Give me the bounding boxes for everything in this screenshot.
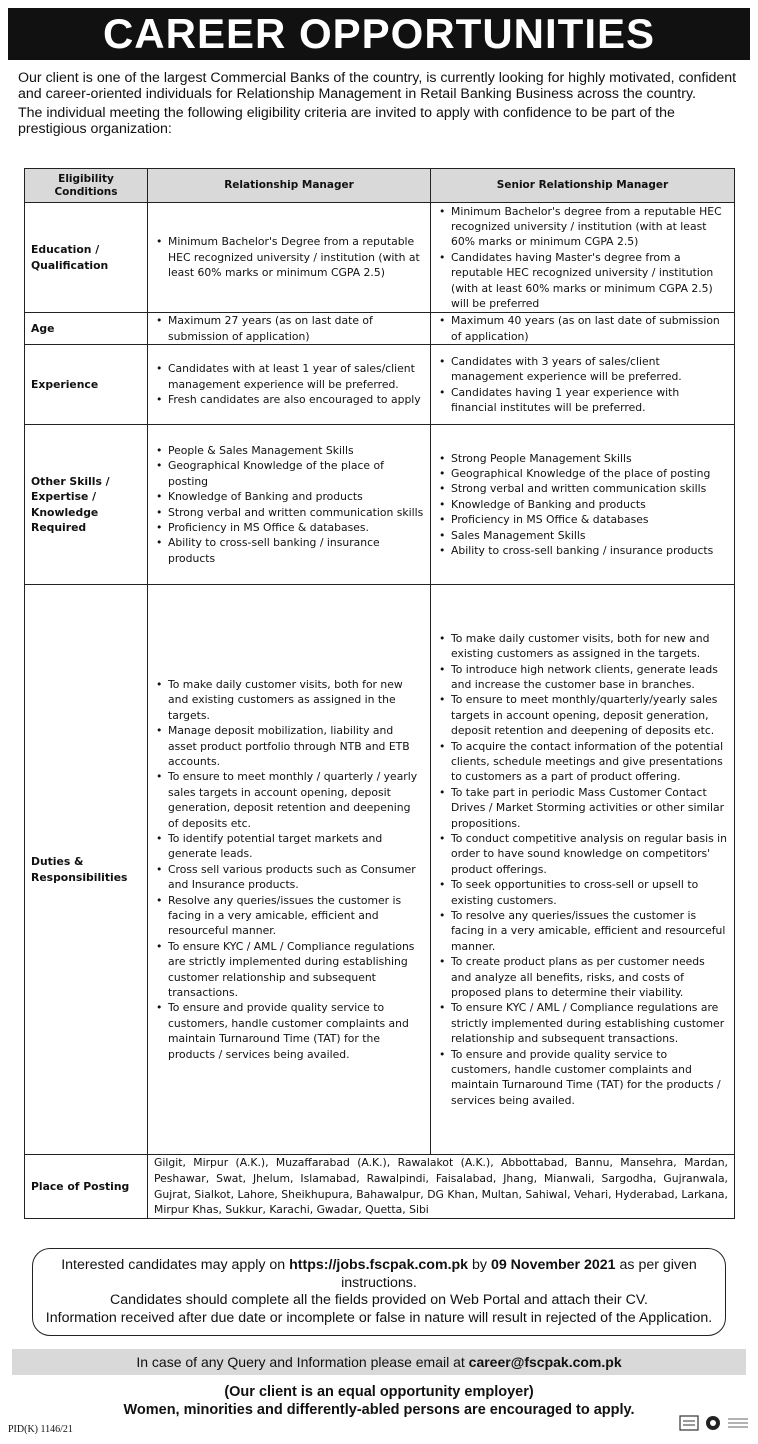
query-bar <box>12 1349 746 1375</box>
table-header-row <box>25 169 735 203</box>
seal-logo-icon <box>678 1413 700 1433</box>
list-item: • Sales Management Skills <box>451 528 728 543</box>
srm-age <box>431 313 735 345</box>
rm-age <box>148 313 431 345</box>
list-item: • To ensure and provide quality service to customers, handle customer complaints and maintain Turnaround Time (TAT) for the products / services being availed. <box>451 1047 728 1109</box>
list-item: • People & Sales Management Skills <box>168 443 424 458</box>
apply-line-3: Information received after due date or incomplete or false in nature will result in rejected of the Application. <box>45 1309 713 1326</box>
pid-logo-icon <box>704 1413 722 1433</box>
list-item: • To ensure and provide quality service to customers, handle customer complaints and maintain Turnaround Time (TAT) for the products / services being availed. <box>168 1000 424 1062</box>
list-item: • To seek opportunities to cross-sell or upsell to existing customers. <box>451 877 728 908</box>
header-relationship-manager: Relationship Manager <box>148 169 431 203</box>
list-item: • Candidates having Master's degree from a reputable HEC recognized university / institution (with at least 60% marks or minimum CGPA 2.5) will be preferred <box>451 250 728 312</box>
table-row <box>25 585 735 1155</box>
list-item: • Minimum Bachelor's Degree from a reputable HEC recognized university / institution (with at least 60% marks or minimum CGPA 2.5) <box>168 234 424 280</box>
page-title: CAREER OPPORTUNITIES <box>8 8 750 60</box>
table-row <box>25 345 735 425</box>
list-item: • Geographical Knowledge of the place of posting <box>451 466 728 481</box>
pid-number: PID(K) 1146/21 <box>8 1424 73 1435</box>
table-row <box>25 425 735 585</box>
apply-text: Interested candidates may apply on <box>61 1257 290 1273</box>
table-row <box>25 1155 735 1219</box>
footer-logos <box>678 1412 750 1434</box>
apply-text: by <box>468 1257 491 1273</box>
apply-line-2: Candidates should complete all the fields provided on Web Portal and attach their CV. <box>110 1292 648 1308</box>
list-item: • Maximum 27 years (as on last date of submission of application) <box>168 313 424 344</box>
eligibility-table <box>24 168 735 1219</box>
equal-opportunity-line: (Our client is an equal opportunity employer) <box>224 1384 534 1400</box>
srm-education <box>431 203 735 313</box>
list-item: • To ensure KYC / AML / Compliance regulations are strictly implemented during establishing customer relationship and subsequent transactions. <box>168 939 424 1001</box>
list-item: • Manage deposit mobilization, liability and asset product portfolio through NTB and ETB accounts. <box>168 723 424 769</box>
list-item: • To make daily customer visits, both for new and existing customers as assigned in the targets. <box>168 677 424 723</box>
condition-duties: Duties & Responsibilities <box>25 585 148 1155</box>
rm-duties <box>148 585 431 1155</box>
apply-line-1 <box>33 1257 725 1292</box>
list-item: • To conduct competitive analysis on regular basis in order to have sound knowledge on competitors' product offerings. <box>451 831 728 877</box>
apply-url-link[interactable]: https://jobs.fscpak.com.pk <box>289 1257 469 1273</box>
list-item: • Knowledge of Banking and products <box>168 489 424 504</box>
list-item: • Ability to cross-sell banking / insurance products <box>168 535 424 566</box>
list-item: • Strong People Management Skills <box>451 451 728 466</box>
list-item: • To ensure to meet monthly/quarterly/yearly sales targets in account opening, deposit generation, deposit retention and deepening of deposits etc. <box>451 692 728 738</box>
list-item: • Ability to cross-sell banking / insurance products <box>451 543 728 558</box>
rm-education <box>148 203 431 313</box>
list-item: • To acquire the contact information of the potential clients, schedule meetings and give presentations to customers as a part of product offering. <box>451 739 728 785</box>
list-item: • To resolve any queries/issues the customer is facing in a very amicable, efficient and resourceful manner. <box>451 908 728 954</box>
list-item: • Resolve any queries/issues the customer is facing in a very amicable, efficient and resourceful manner. <box>168 893 424 939</box>
list-item: • Minimum Bachelor's degree from a reputable HEC recognized university / institution (with at least 60% marks or minimum CGPA 2.5) <box>451 204 728 250</box>
list-item: • To introduce high network clients, generate leads and increase the customer base in branches. <box>451 662 728 693</box>
intro-paragraph-1: Our client is one of the largest Commercial Banks of the country, is currently looking for highly motivated, confident and career-oriented individuals for Relationship Management in Retail Banking Business across the country. <box>18 70 737 102</box>
list-item: • Candidates with 3 years of sales/client management experience will be preferred. <box>451 354 728 385</box>
list-item: • Maximum 40 years (as on last date of submission of application) <box>451 313 728 344</box>
condition-skills: Other Skills / Expertise / Knowledge Required <box>25 425 148 585</box>
list-item: • Knowledge of Banking and products <box>451 497 728 512</box>
rm-skills <box>148 425 431 585</box>
list-item: • Proficiency in MS Office & databases. <box>168 520 424 535</box>
condition-posting: Place of Posting <box>25 1155 148 1219</box>
list-item: • Strong verbal and written communication skills <box>451 481 728 496</box>
list-item: • To identify potential target markets and generate leads. <box>168 831 424 862</box>
apply-text: as per given instructions. <box>341 1257 697 1291</box>
list-item: • Candidates with at least 1 year of sales/client management experience will be preferred. <box>168 361 424 392</box>
pid-text-mark-icon <box>726 1413 750 1433</box>
query-text: In case of any Query and Information please email at <box>136 1354 469 1370</box>
condition-education: Education / Qualification <box>25 203 148 313</box>
intro-paragraph-2: The individual meeting the following eligibility criteria are invited to apply with confidence to be part of the prestigious organization: <box>18 105 675 137</box>
srm-skills <box>431 425 735 585</box>
table-row <box>25 313 735 345</box>
condition-experience: Experience <box>25 345 148 425</box>
list-item: • To ensure to meet monthly / quarterly / yearly sales targets in account opening, deposit generation, deposit retention and deepening of deposits etc. <box>168 769 424 831</box>
header-senior-relationship-manager: Senior Relationship Manager <box>431 169 735 203</box>
list-item: • To ensure KYC / AML / Compliance regulations are strictly implemented during establishing customer relationship and subsequent transactions. <box>451 1000 728 1046</box>
srm-duties <box>431 585 735 1155</box>
list-item: • Geographical Knowledge of the place of posting <box>168 458 424 489</box>
srm-experience <box>431 345 735 425</box>
list-item: • Strong verbal and written communication skills <box>168 505 424 520</box>
posting-places: Gilgit, Mirpur (A.K.), Muzaffarabad (A.K.), Rawalakot (A.K.), Abbottabad, Bannu, Mansehra, Mardan, Peshawar, Swat, Jhelum, Islamabad, Rawalpindi, Faisalabad, Jhang, Mianwali, Sargodha, Gujranwala, Gujrat, Sialkot, Lahore, Sheikhupura, Bahawalpur, DG Khan, Multan, Sahiwal, Vehari, Hyderabad, Larkana, Mirpur Khas, Sukkur, Karachi, Gwadar, Quetta, Sibi <box>148 1155 735 1219</box>
query-email-link[interactable]: career@fscpak.com.pk <box>468 1354 622 1370</box>
list-item: • Proficiency in MS Office & databases <box>451 512 728 527</box>
apply-deadline: 09 November 2021 <box>490 1257 616 1273</box>
list-item: • To make daily customer visits, both for new and existing customers as assigned in the targets. <box>451 631 728 662</box>
encouragement-line: Women, minorities and differently-abled persons are encouraged to apply. <box>123 1402 635 1418</box>
list-item: • Fresh candidates are also encouraged to apply <box>168 392 424 407</box>
list-item: • Cross sell various products such as Consumer and Insurance products. <box>168 862 424 893</box>
list-item: • To take part in periodic Mass Customer Contact Drives / Market Storming activities or other similar propositions. <box>451 785 728 831</box>
table-row <box>25 203 735 313</box>
footer <box>12 1383 746 1419</box>
rm-experience <box>148 345 431 425</box>
list-item: • To create product plans as per customer needs and analyze all benefits, risks, and costs of proposed plans to determine their viability. <box>451 954 728 1000</box>
intro-text <box>18 70 740 140</box>
apply-instructions-box <box>32 1248 726 1336</box>
header-conditions: Eligibility Conditions <box>25 169 148 203</box>
condition-age: Age <box>25 313 148 345</box>
list-item: • Candidates having 1 year experience with financial institutes will be preferred. <box>451 385 728 416</box>
